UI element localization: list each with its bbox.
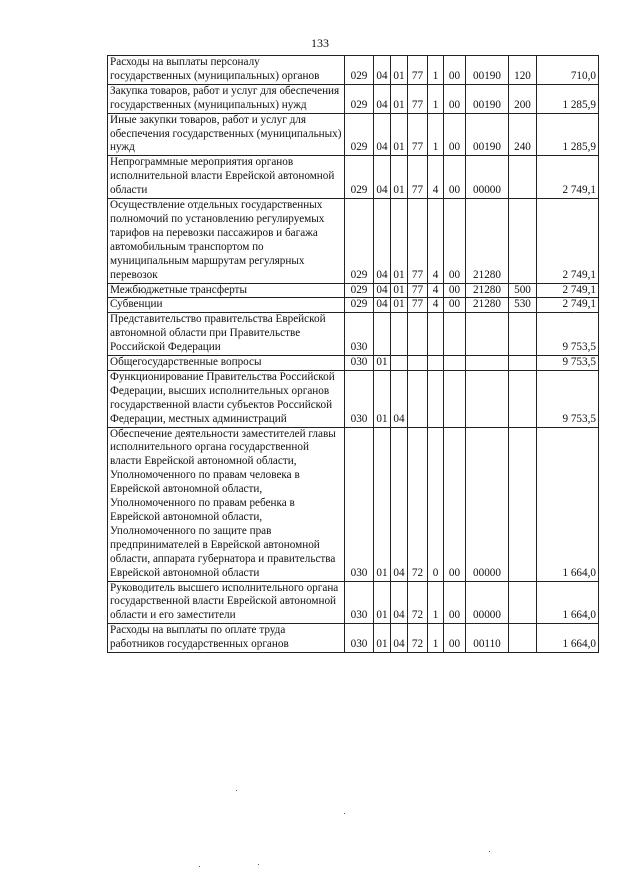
program-code-a [408,313,428,356]
program-code-a: 77 [408,113,428,156]
scan-speck [574,312,575,313]
program-code-a: 72 [408,581,428,624]
section-code: 04 [374,84,391,113]
program-code-b: 4 [428,156,444,199]
section-code: 01 [374,581,391,624]
program-code-c: 00 [444,199,466,283]
section-code: 04 [374,283,391,298]
subsection-code: 01 [391,298,408,313]
expense-type-code [509,581,537,624]
section-code: 01 [374,356,391,371]
ved-code: 029 [345,298,374,313]
program-code-d: 00000 [466,581,509,624]
program-code-a [408,370,428,427]
row-amount: 9 753,5 [537,370,599,427]
program-code-c: 00 [444,56,466,85]
program-code-a: 77 [408,283,428,298]
program-code-b: 1 [428,84,444,113]
section-code: 04 [374,199,391,283]
program-code-c: 00 [444,283,466,298]
row-name: Представительство правительства Еврейской автономной области при Правительстве Российской Федерации [108,313,345,356]
ved-code: 030 [345,313,374,356]
row-name: Обеспечение деятельности заместителей главы исполнительного органа государственной власти Еврейской автономной области, Уполномоченного по правам человека в Еврейской автономной области, Уполномоченного по правам ребенка в Еврейской автономной области, Уполномоченного по защите прав предпринимателей в Еврейской автономной области, аппарата губернатора и правительства Еврейской автономной области [108,427,345,581]
program-code-c: 00 [444,581,466,624]
ved-code: 030 [345,427,374,581]
program-code-b: 1 [428,624,444,653]
program-code-b: 1 [428,581,444,624]
table-row [108,56,599,85]
program-code-c: 00 [444,84,466,113]
subsection-code: 01 [391,283,408,298]
subsection-code: 04 [391,427,408,581]
table-row [108,313,599,356]
section-code: 01 [374,624,391,653]
subsection-code: 04 [391,581,408,624]
table-row [108,156,599,199]
row-name: Общегосударственные вопросы [108,356,345,371]
section-code: 01 [374,370,391,427]
program-code-d: 00000 [466,427,509,581]
section-code [374,313,391,356]
expense-type-code [509,313,537,356]
row-name: Расходы на выплаты по оплате труда работников государственных органов [108,624,345,653]
expense-type-code [509,370,537,427]
row-name: Субвенции [108,298,345,313]
table-row [108,298,599,313]
section-code: 04 [374,56,391,85]
subsection-code: 01 [391,156,408,199]
ved-code: 029 [345,199,374,283]
scan-speck [258,864,259,865]
row-amount: 710,0 [537,56,599,85]
program-code-a: 77 [408,156,428,199]
table-row [108,283,599,298]
subsection-code [391,356,408,371]
row-amount: 1 285,9 [537,113,599,156]
program-code-a: 72 [408,624,428,653]
row-amount: 2 749,1 [537,199,599,283]
page-number: 133 [311,36,329,50]
program-code-d [466,313,509,356]
subsection-code: 01 [391,199,408,283]
section-code: 04 [374,156,391,199]
section-code: 04 [374,113,391,156]
program-code-d [466,356,509,371]
row-amount: 9 753,5 [537,313,599,356]
expense-type-code [509,156,537,199]
section-code: 04 [374,298,391,313]
table-row [108,427,599,581]
program-code-a: 77 [408,298,428,313]
program-code-b: 1 [428,56,444,85]
expense-type-code [509,356,537,371]
row-name: Руководитель высшего исполнительного органа государственной власти Еврейской автономной области и его заместители [108,581,345,624]
row-name: Межбюджетные трансферты [108,283,345,298]
ved-code: 029 [345,84,374,113]
ved-code: 030 [345,370,374,427]
program-code-a [408,356,428,371]
program-code-a: 77 [408,56,428,85]
program-code-c [444,370,466,427]
ved-code: 030 [345,356,374,371]
subsection-code: 04 [391,624,408,653]
program-code-d: 21280 [466,199,509,283]
program-code-d: 00190 [466,56,509,85]
row-amount: 2 749,1 [537,298,599,313]
row-amount: 2 749,1 [537,283,599,298]
expense-type-code [509,199,537,283]
row-amount: 9 753,5 [537,356,599,371]
row-name: Закупка товаров, работ и услуг для обеспечения государственных (муниципальных) нужд [108,84,345,113]
ved-code: 030 [345,581,374,624]
program-code-a: 72 [408,427,428,581]
ved-code: 030 [345,624,374,653]
program-code-d: 00110 [466,624,509,653]
program-code-c: 00 [444,113,466,156]
program-code-d: 00190 [466,84,509,113]
program-code-c: 00 [444,298,466,313]
table-row [108,624,599,653]
row-amount: 2 749,1 [537,156,599,199]
expense-type-code [509,624,537,653]
scan-speck [489,851,490,852]
program-code-b: 0 [428,427,444,581]
table-row [108,84,599,113]
program-code-a: 77 [408,199,428,283]
expense-type-code: 530 [509,298,537,313]
section-code: 01 [374,427,391,581]
program-code-b: 4 [428,298,444,313]
expense-type-code: 240 [509,113,537,156]
program-code-b: 1 [428,113,444,156]
row-name: Осуществление отдельных государственных полномочий по установлению регулируемых тарифов на перевозки пассажиров и багажа автомобильным транспортом по муниципальным маршрутам регулярных перевозок [108,199,345,283]
subsection-code: 01 [391,56,408,85]
subsection-code: 04 [391,370,408,427]
scan-speck [199,866,200,867]
scan-speck [236,790,237,791]
program-code-b: 4 [428,283,444,298]
program-code-c [444,313,466,356]
budget-table [107,55,599,653]
ved-code: 029 [345,283,374,298]
program-code-d: 00190 [466,113,509,156]
subsection-code: 01 [391,113,408,156]
program-code-b [428,370,444,427]
program-code-d: 21280 [466,298,509,313]
row-name: Расходы на выплаты персоналу государственных (муниципальных) органов [108,56,345,85]
row-name: Функционирование Правительства Российской Федерации, высших исполнительных органов государственной власти субъектов Российской Федерации, местных администраций [108,370,345,427]
program-code-a: 77 [408,84,428,113]
program-code-c: 00 [444,156,466,199]
table-row [108,581,599,624]
table-row [108,356,599,371]
table-row [108,113,599,156]
table-row [108,370,599,427]
expense-type-code: 120 [509,56,537,85]
expense-type-code: 500 [509,283,537,298]
program-code-c [444,356,466,371]
ved-code: 029 [345,113,374,156]
program-code-b: 4 [428,199,444,283]
program-code-d: 00000 [466,156,509,199]
program-code-c: 00 [444,624,466,653]
table-row [108,199,599,283]
program-code-b [428,356,444,371]
ved-code: 029 [345,56,374,85]
row-name: Непрограммные мероприятия органов исполнительной власти Еврейской автономной области [108,156,345,199]
row-amount: 1 664,0 [537,427,599,581]
subsection-code [391,313,408,356]
ved-code: 029 [345,156,374,199]
program-code-c: 00 [444,427,466,581]
scan-speck [344,813,345,814]
row-amount: 1 285,9 [537,84,599,113]
program-code-d [466,370,509,427]
row-amount: 1 664,0 [537,624,599,653]
program-code-d: 21280 [466,283,509,298]
program-code-b [428,313,444,356]
row-name: Иные закупки товаров, работ и услуг для обеспечения государственных (муниципальных) нужд [108,113,345,156]
expense-type-code: 200 [509,84,537,113]
expense-type-code [509,427,537,581]
row-amount: 1 664,0 [537,581,599,624]
subsection-code: 01 [391,84,408,113]
